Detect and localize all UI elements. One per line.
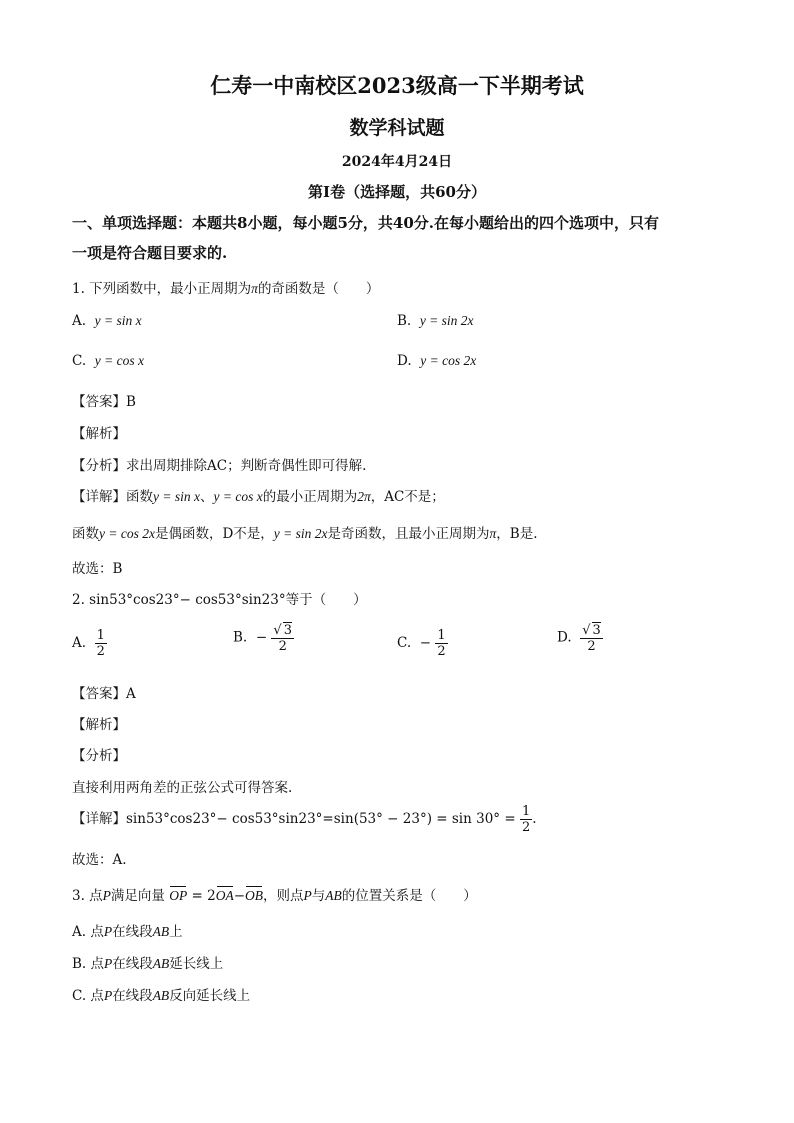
q3-option-b: B. 点P在线段AB延长线上 [72, 956, 224, 972]
q1-choose: 故选：B [72, 561, 123, 577]
exam-title: 仁寿一中南校区2023级高一下半期考试 [210, 73, 584, 98]
q1-option-b: B. y = sin 2x [397, 313, 474, 329]
fraction-one-half: $\frac{1}{2}$ [437, 628, 446, 659]
q2-answer: 【答案】A [72, 686, 136, 702]
q1-analysis-tag: 【解析】 [72, 426, 126, 442]
q1-answer: 【答案】B [72, 394, 136, 410]
exam-date: 2024年4月24日 [341, 154, 453, 170]
q2-fenxi: 直接利用两角差的正弦公式可得答案. [72, 780, 293, 796]
q2-option-c: C. − $\frac{1}{2}$ [397, 628, 446, 659]
fraction-one-half: $\frac{1}{2}$ [521, 804, 531, 835]
q2-option-a: A. $\frac{1}{2}$ [72, 628, 105, 659]
q2-analysis-tag: 【解析】 [72, 717, 126, 733]
fraction-one-half: $\frac{1}{2}$ [96, 628, 105, 659]
q2-stem: 2. sin53°cos23°− cos53°sin23°等于（ ） [72, 592, 367, 608]
section-heading-line2: 一项是符合题目要求的. [72, 244, 228, 262]
q1-option-a: A. y = sin x [72, 313, 142, 329]
q1-detail-line1: 【详解】函数y = sin x、y = cos x的最小正周期为2π，AC不是； [72, 489, 445, 505]
q1-fenxi: 【分析】求出周期排除AC；判断奇偶性即可得解. [72, 458, 367, 474]
subject-title: 数学科试题 [349, 117, 445, 139]
fraction-root3-over-2: $\frac{√ 3}{2}$ [582, 623, 601, 654]
q1-option-c: C. y = cos x [72, 353, 144, 369]
q2-option-d: D. $\frac{√ 3}{2}$ [557, 623, 601, 654]
volume-heading: 第I卷（选择题，共60分） [308, 183, 486, 201]
q1-stem: 1. 下列函数中，最小正周期为π的奇函数是（ ） [72, 281, 380, 297]
section-heading-line1: 一、单项选择题：本题共8小题，每小题5分，共40分.在每小题给出的四个选项中，只有 [72, 214, 659, 232]
q3-option-c: C. 点P在线段AB反向延长线上 [72, 988, 251, 1004]
vector-ob: OB [245, 888, 264, 903]
q3-option-a: A. 点P在线段AB上 [72, 924, 183, 940]
fraction-root3-over-2: $\frac{√ 3}{2}$ [273, 623, 292, 654]
q3-stem: 3. 点P满足向量 OP = 2OA−OB，则点P与AB的位置关系是（ ） [72, 888, 477, 904]
q1-option-d: D. y = cos 2x [397, 353, 477, 369]
vector-op: OP [169, 888, 188, 903]
q2-choose: 故选：A. [72, 852, 127, 868]
q2-fenxi-tag: 【分析】 [72, 748, 126, 764]
q2-detail: 【详解】sin53°cos23°− cos53°sin23°=sin(53° − 23°) = sin 30° = $\frac{1}{2}$ . [72, 804, 537, 835]
q2-option-b: B. − $\frac{√ 3}{2}$ [233, 623, 292, 654]
vector-oa: OA [215, 888, 234, 903]
q1-detail-line2: 函数y = cos 2x是偶函数，D不是，y = sin 2x是奇函数，且最小正周期为π，B是. [72, 526, 538, 542]
